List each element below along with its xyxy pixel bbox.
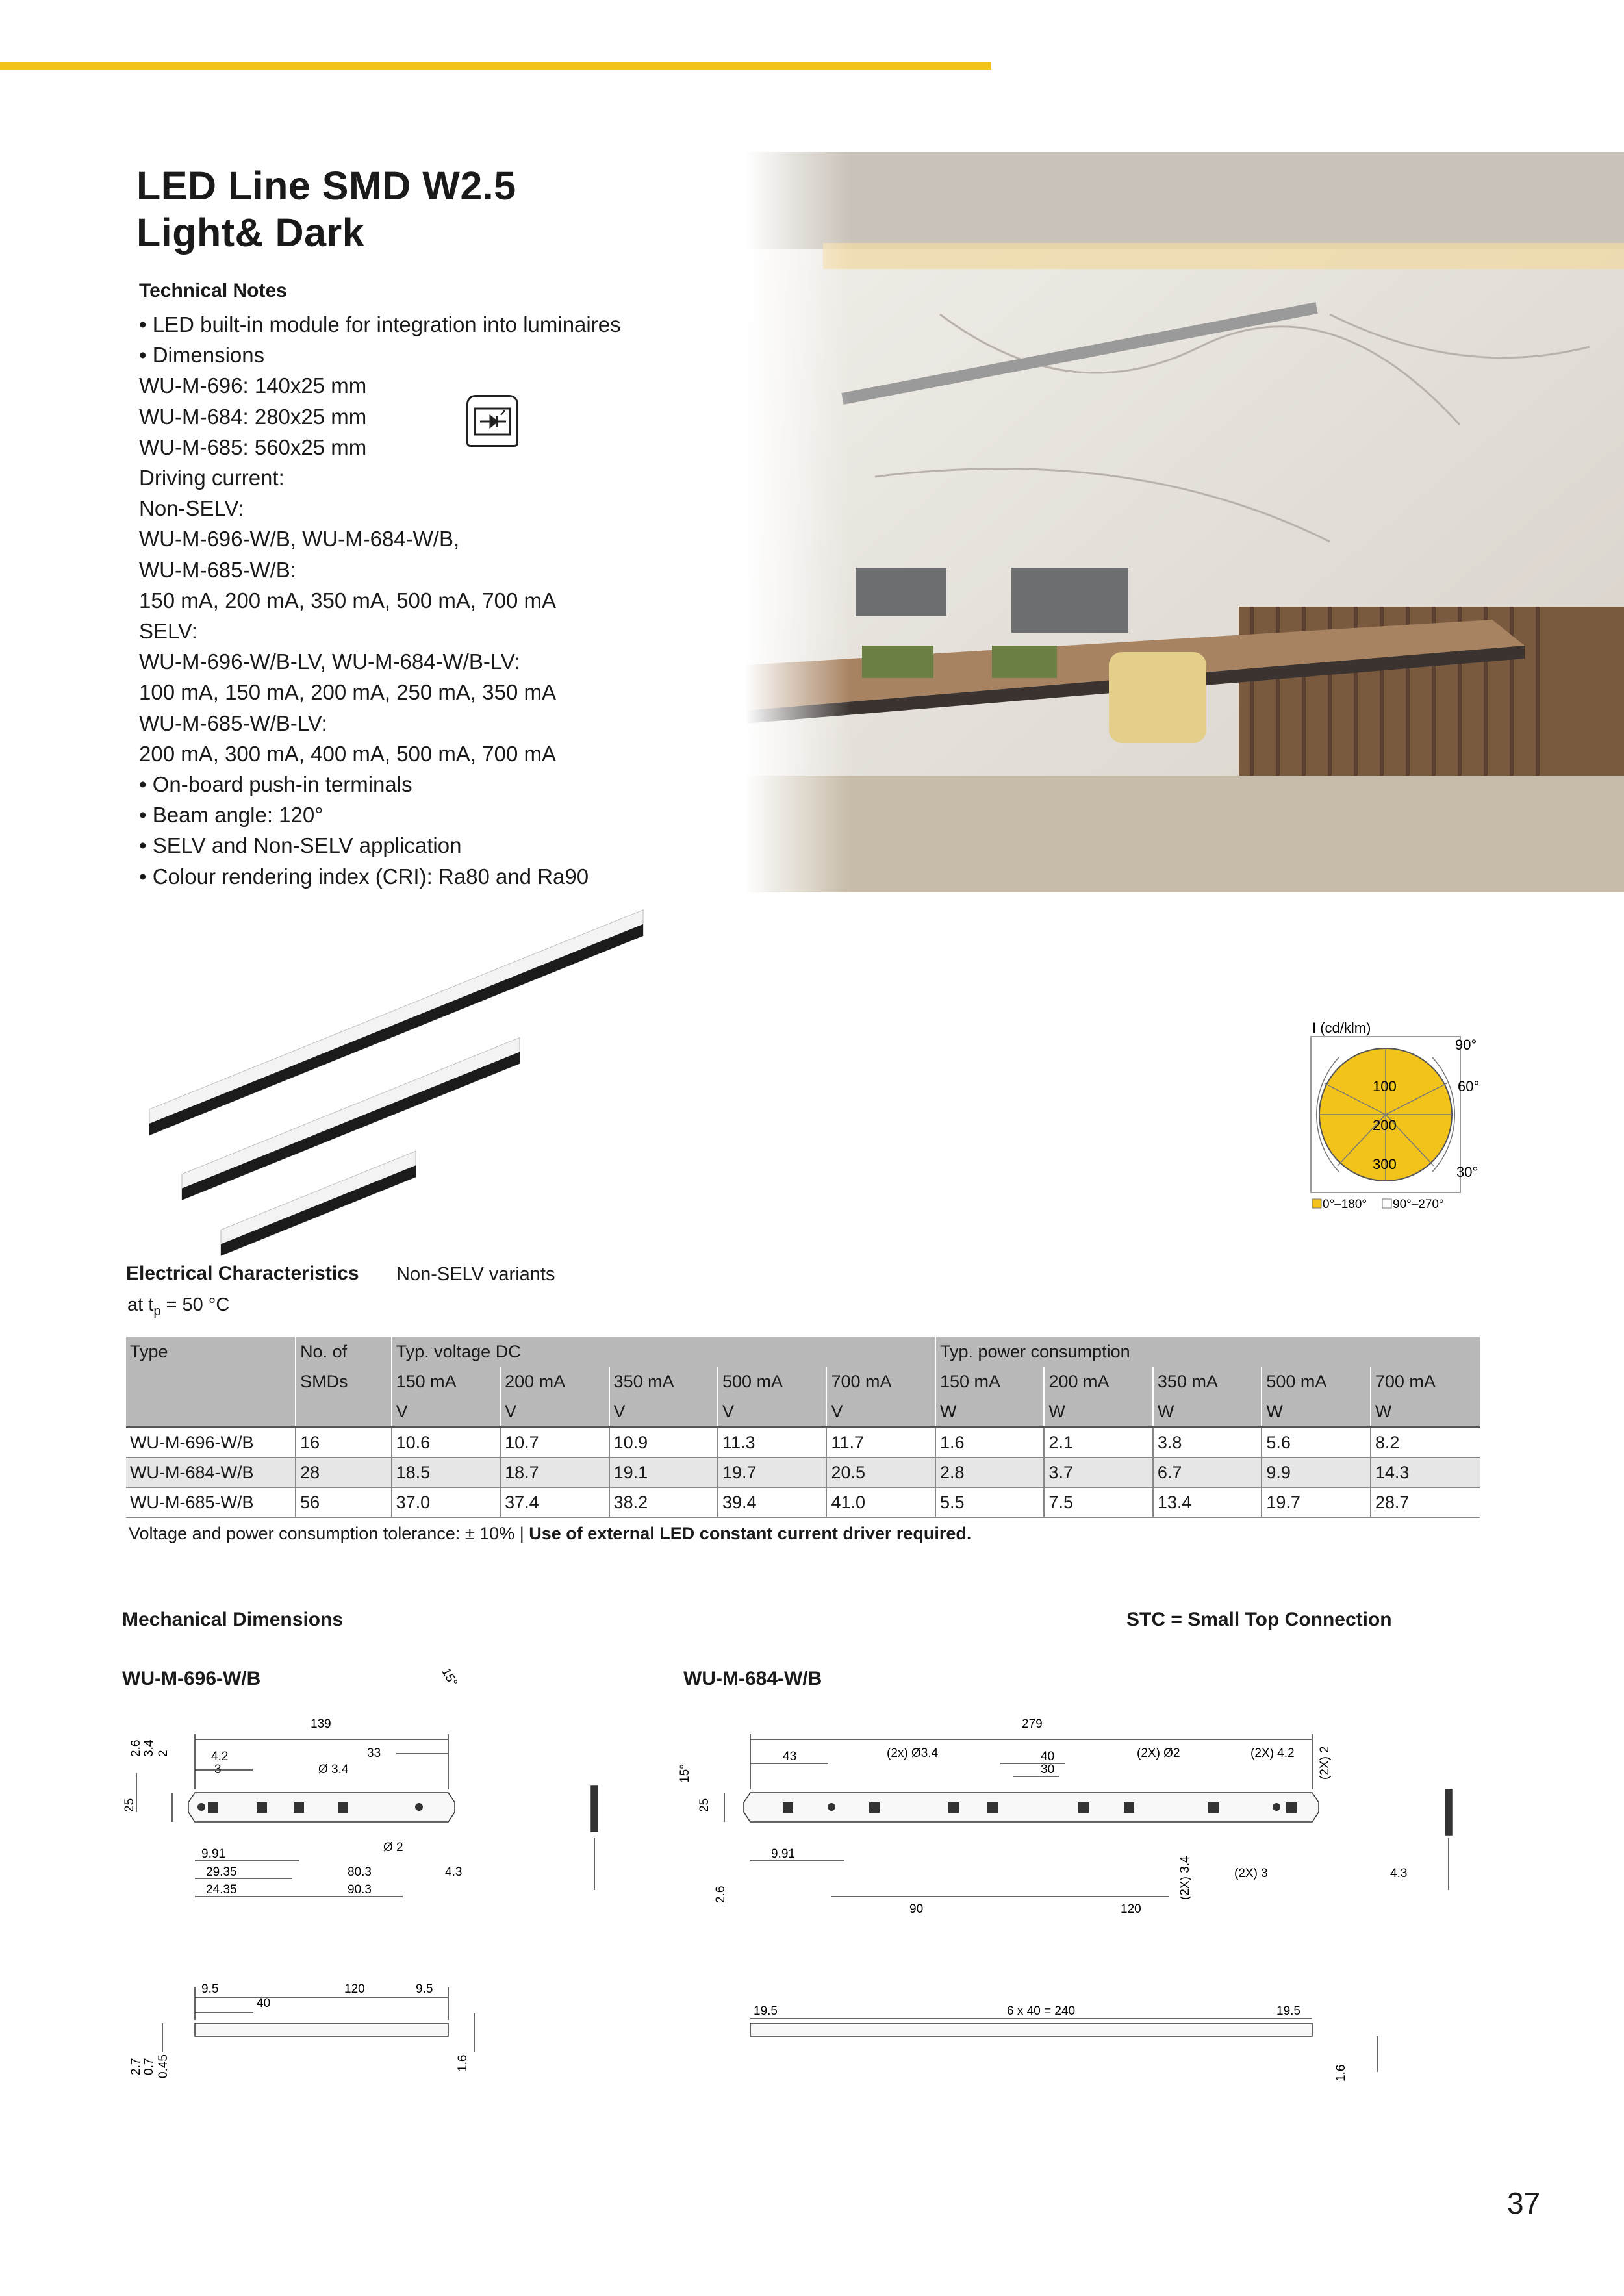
d1-dim-3: 33 bbox=[367, 1747, 381, 1760]
stc-note: STC = Small Top Connection bbox=[1126, 1609, 1392, 1630]
d1-dim-19: 9.5 bbox=[416, 1982, 433, 1996]
d2-dim-3: 40 bbox=[1041, 1750, 1055, 1763]
product-modules-image bbox=[130, 922, 650, 1208]
table-header-cell: W bbox=[935, 1396, 1044, 1428]
table-cell: 3.8 bbox=[1153, 1428, 1262, 1458]
d2-dim-17: 19.5 bbox=[754, 2004, 778, 2018]
title-line-1: LED Line SMD W2.5 bbox=[136, 164, 516, 208]
table-cell: 1.6 bbox=[935, 1428, 1044, 1458]
technical-note-line: WU-M-696: 140x25 mm bbox=[139, 373, 367, 398]
certification-mark-icon bbox=[466, 395, 518, 447]
table-cell: WU-M-696-W/B bbox=[126, 1428, 296, 1458]
d1-dim-12: 24.35 bbox=[206, 1883, 237, 1897]
d1-dim-9: 25 bbox=[123, 1798, 136, 1812]
d2-dim-9: 25 bbox=[698, 1798, 711, 1812]
polar-unit-label: I (cd/klm) bbox=[1312, 1020, 1371, 1036]
table-row bbox=[126, 1457, 1480, 1487]
table-header-cell: 200 mA bbox=[500, 1367, 609, 1396]
title-line-2: Light& Dark bbox=[136, 210, 365, 255]
electrical-variant: Non-SELV variants bbox=[396, 1264, 555, 1285]
d2-dim-4: 30 bbox=[1041, 1763, 1055, 1776]
polar-legend-0-180: 0°–180° bbox=[1323, 1198, 1367, 1211]
technical-note-line: • Dimensions bbox=[139, 343, 265, 368]
table-cell: 11.7 bbox=[826, 1428, 935, 1458]
table-cell: 37.4 bbox=[500, 1487, 609, 1517]
table-header-row bbox=[126, 1396, 1480, 1428]
d1-dim-6: 2.6 bbox=[129, 1739, 143, 1757]
electrical-characteristics-table bbox=[126, 1337, 1480, 1518]
tolerance-note: Voltage and power consumption tolerance: ± 10% | Use of external LED constant current driver required. bbox=[129, 1524, 972, 1543]
table-header-cell: 350 mA bbox=[1153, 1367, 1262, 1396]
d2-dim-0: 279 bbox=[1022, 1717, 1043, 1731]
polar-light-distribution-chart bbox=[1310, 1018, 1485, 1213]
d2-dim-20: 1.6 bbox=[1334, 2064, 1348, 2082]
technical-note-line: WU-M-684: 280x25 mm bbox=[139, 404, 367, 429]
polar-angle-90: 90° bbox=[1455, 1037, 1477, 1053]
d2-dim-1: 43 bbox=[783, 1750, 797, 1763]
table-row bbox=[126, 1428, 1480, 1458]
table-header-cell: W bbox=[1044, 1396, 1152, 1428]
table-header-cell: 500 mA bbox=[718, 1367, 826, 1396]
top-accent-bar bbox=[0, 62, 991, 70]
table-cell: 5.5 bbox=[935, 1487, 1044, 1517]
table-header-cell: W bbox=[1153, 1396, 1262, 1428]
table-header-cell bbox=[296, 1396, 392, 1428]
technical-note-line: WU-M-685-W/B-LV: bbox=[139, 711, 327, 735]
d2-dim-13: (2X) 3 bbox=[1234, 1867, 1268, 1880]
office-photo bbox=[745, 152, 1624, 892]
d2-dim-10: 9.91 bbox=[771, 1847, 795, 1861]
d1-dim-22: 0.7 bbox=[142, 2058, 156, 2075]
page-number: 37 bbox=[1507, 2186, 1541, 2220]
d1-dim-20: 40 bbox=[257, 1997, 271, 2010]
table-header-cell: W bbox=[1371, 1396, 1480, 1428]
polar-angle-30: 30° bbox=[1456, 1164, 1478, 1180]
table-cell: 19.1 bbox=[609, 1457, 718, 1487]
technical-note-line: Driving current: bbox=[139, 466, 285, 490]
table-header-cell: 500 mA bbox=[1262, 1367, 1370, 1396]
d1-dim-2: 3 bbox=[214, 1763, 222, 1776]
technical-note-line: WU-M-696-W/B, WU-M-684-W/B, bbox=[139, 527, 460, 551]
d1-dim-14: 90.3 bbox=[348, 1883, 372, 1897]
table-cell: 11.3 bbox=[718, 1428, 826, 1458]
technical-note-line: • Colour rendering index (CRI): Ra80 and Ra90 bbox=[139, 864, 589, 889]
table-cell: 28 bbox=[296, 1457, 392, 1487]
d1-dim-18: 120 bbox=[344, 1982, 365, 1996]
table-cell: 6.7 bbox=[1153, 1457, 1262, 1487]
d1-dim-10: 9.91 bbox=[201, 1847, 225, 1861]
table-cell: 3.7 bbox=[1044, 1457, 1152, 1487]
d1-dim-16: 4.3 bbox=[445, 1865, 463, 1879]
d1-dim-4: Ø 3.4 bbox=[318, 1763, 349, 1776]
table-cell: 9.9 bbox=[1262, 1457, 1370, 1487]
table-row bbox=[126, 1487, 1480, 1517]
technical-note-line: 200 mA, 300 mA, 400 mA, 500 mA, 700 mA bbox=[139, 741, 556, 766]
d2-dim-12: (2X) 3.4 bbox=[1178, 1856, 1192, 1900]
technical-note-line: • On-board push-in terminals bbox=[139, 772, 412, 797]
d1-dim-7: 3.4 bbox=[142, 1739, 156, 1757]
d1-dim-15: Ø 2 bbox=[383, 1841, 403, 1854]
technical-note-line: WU-M-685: 560x25 mm bbox=[139, 435, 367, 459]
drawing-684-label: WU-M-684-W/B bbox=[683, 1668, 822, 1689]
table-cell: 5.6 bbox=[1262, 1428, 1370, 1458]
page-title bbox=[136, 162, 516, 256]
technical-notes-heading: Technical Notes bbox=[139, 280, 287, 301]
table-cell: 56 bbox=[296, 1487, 392, 1517]
table-cell: WU-M-684-W/B bbox=[126, 1457, 296, 1487]
technical-note-line: WU-M-696-W/B-LV, WU-M-684-W/B-LV: bbox=[139, 650, 520, 674]
technical-note-line: • Beam angle: 120° bbox=[139, 803, 324, 827]
d2-dim-2: (2x) Ø3.4 bbox=[887, 1747, 939, 1760]
technical-note-line: SELV: bbox=[139, 619, 197, 644]
table-cell: 13.4 bbox=[1153, 1487, 1262, 1517]
table-header-cell bbox=[126, 1396, 296, 1428]
technical-note-line: WU-M-685-W/B: bbox=[139, 557, 296, 582]
table-cell: 19.7 bbox=[1262, 1487, 1370, 1517]
d2-dim-18: 6 x 40 = 240 bbox=[1007, 2004, 1076, 2018]
table-cell: 41.0 bbox=[826, 1487, 935, 1517]
d2-dim-11: 2.6 bbox=[714, 1886, 728, 1903]
d2-dim-14: 4.3 bbox=[1390, 1867, 1408, 1880]
table-cell: 28.7 bbox=[1371, 1487, 1480, 1517]
table-cell: 2.1 bbox=[1044, 1428, 1152, 1458]
table-header-cell: 700 mA bbox=[1371, 1367, 1480, 1396]
table-header-cell: 700 mA bbox=[826, 1367, 935, 1396]
d2-dim-7: (2X) 2 bbox=[1318, 1746, 1332, 1780]
d1-dim-8: 2 bbox=[157, 1750, 170, 1757]
d2-dim-19: 19.5 bbox=[1276, 2004, 1300, 2018]
table-header-cell: No. of bbox=[296, 1337, 392, 1367]
polar-angle-60: 60° bbox=[1458, 1078, 1480, 1094]
d2-dim-6: (2X) 4.2 bbox=[1250, 1747, 1295, 1760]
polar-ring-200: 200 bbox=[1373, 1117, 1397, 1133]
table-header-cell: V bbox=[718, 1396, 826, 1428]
table-cell: 39.4 bbox=[718, 1487, 826, 1517]
d2-dim-16: 120 bbox=[1121, 1902, 1141, 1916]
d1-dim-1: 4.2 bbox=[211, 1750, 229, 1763]
d2-dim-8: 15° bbox=[678, 1764, 692, 1783]
d1-dim-11: 29.35 bbox=[206, 1865, 237, 1879]
drawing-696-label: WU-M-696-W/B bbox=[122, 1668, 261, 1689]
table-header-cell: W bbox=[1262, 1396, 1370, 1428]
electrical-heading: Electrical Characteristics bbox=[126, 1263, 359, 1284]
d2-dim-15: 90 bbox=[909, 1902, 924, 1916]
table-cell: 16 bbox=[296, 1428, 392, 1458]
table-header-cell: Typ. voltage DC bbox=[392, 1337, 935, 1367]
table-cell: 18.5 bbox=[392, 1457, 500, 1487]
table-cell: 7.5 bbox=[1044, 1487, 1152, 1517]
table-header-row bbox=[126, 1367, 1480, 1396]
d1-dim-0: 139 bbox=[311, 1717, 331, 1731]
polar-ring-100: 100 bbox=[1373, 1078, 1397, 1094]
table-header-cell: 150 mA bbox=[935, 1367, 1044, 1396]
mechanical-heading: Mechanical Dimensions bbox=[122, 1609, 344, 1630]
table-cell: 10.9 bbox=[609, 1428, 718, 1458]
d1-dim-13: 80.3 bbox=[348, 1865, 372, 1879]
polar-ring-300: 300 bbox=[1373, 1156, 1397, 1172]
table-header-cell: 350 mA bbox=[609, 1367, 718, 1396]
table-header-cell: Type bbox=[126, 1337, 296, 1367]
d1-dim-5: 15° bbox=[438, 1665, 460, 1689]
polar-legend-90-270: 90°–270° bbox=[1393, 1198, 1444, 1211]
technical-note-line: Non-SELV: bbox=[139, 496, 244, 521]
technical-note-line: 150 mA, 200 mA, 350 mA, 500 mA, 700 mA bbox=[139, 588, 556, 612]
table-cell: 18.7 bbox=[500, 1457, 609, 1487]
table-header-cell: V bbox=[609, 1396, 718, 1428]
table-cell: 14.3 bbox=[1371, 1457, 1480, 1487]
table-cell: WU-M-685-W/B bbox=[126, 1487, 296, 1517]
table-header-cell bbox=[126, 1367, 296, 1396]
table-cell: 10.6 bbox=[392, 1428, 500, 1458]
table-header-cell: SMDs bbox=[296, 1367, 392, 1396]
table-cell: 20.5 bbox=[826, 1457, 935, 1487]
d2-dim-5: (2X) Ø2 bbox=[1137, 1747, 1180, 1760]
drawing-684 bbox=[676, 1708, 1468, 2091]
table-header-cell: 150 mA bbox=[392, 1367, 500, 1396]
table-cell: 37.0 bbox=[392, 1487, 500, 1517]
table-header-row bbox=[126, 1337, 1480, 1367]
electrical-condition: at $t_p = 50$ °C bbox=[127, 1294, 230, 1318]
table-cell: 10.7 bbox=[500, 1428, 609, 1458]
table-header-cell: 200 mA bbox=[1044, 1367, 1152, 1396]
technical-notes-list bbox=[139, 309, 621, 892]
table-cell: 19.7 bbox=[718, 1457, 826, 1487]
technical-note-line: • LED built-in module for integration into luminaires bbox=[139, 312, 621, 336]
table-header-cell: V bbox=[500, 1396, 609, 1428]
table-header-cell: V bbox=[392, 1396, 500, 1428]
table-header-cell: Typ. power consumption bbox=[935, 1337, 1480, 1367]
table-cell: 38.2 bbox=[609, 1487, 718, 1517]
table-cell: 8.2 bbox=[1371, 1428, 1480, 1458]
technical-note-line: 100 mA, 150 mA, 200 mA, 250 mA, 350 mA bbox=[139, 680, 556, 705]
technical-note-line: • SELV and Non-SELV application bbox=[139, 833, 462, 858]
table-cell: 2.8 bbox=[935, 1457, 1044, 1487]
d1-dim-24: 1.6 bbox=[456, 2054, 470, 2072]
table-header-cell: V bbox=[826, 1396, 935, 1428]
d1-dim-23: 0.45 bbox=[157, 2054, 170, 2078]
d1-dim-21: 2.7 bbox=[129, 2058, 143, 2075]
d1-dim-17: 9.5 bbox=[201, 1982, 219, 1996]
